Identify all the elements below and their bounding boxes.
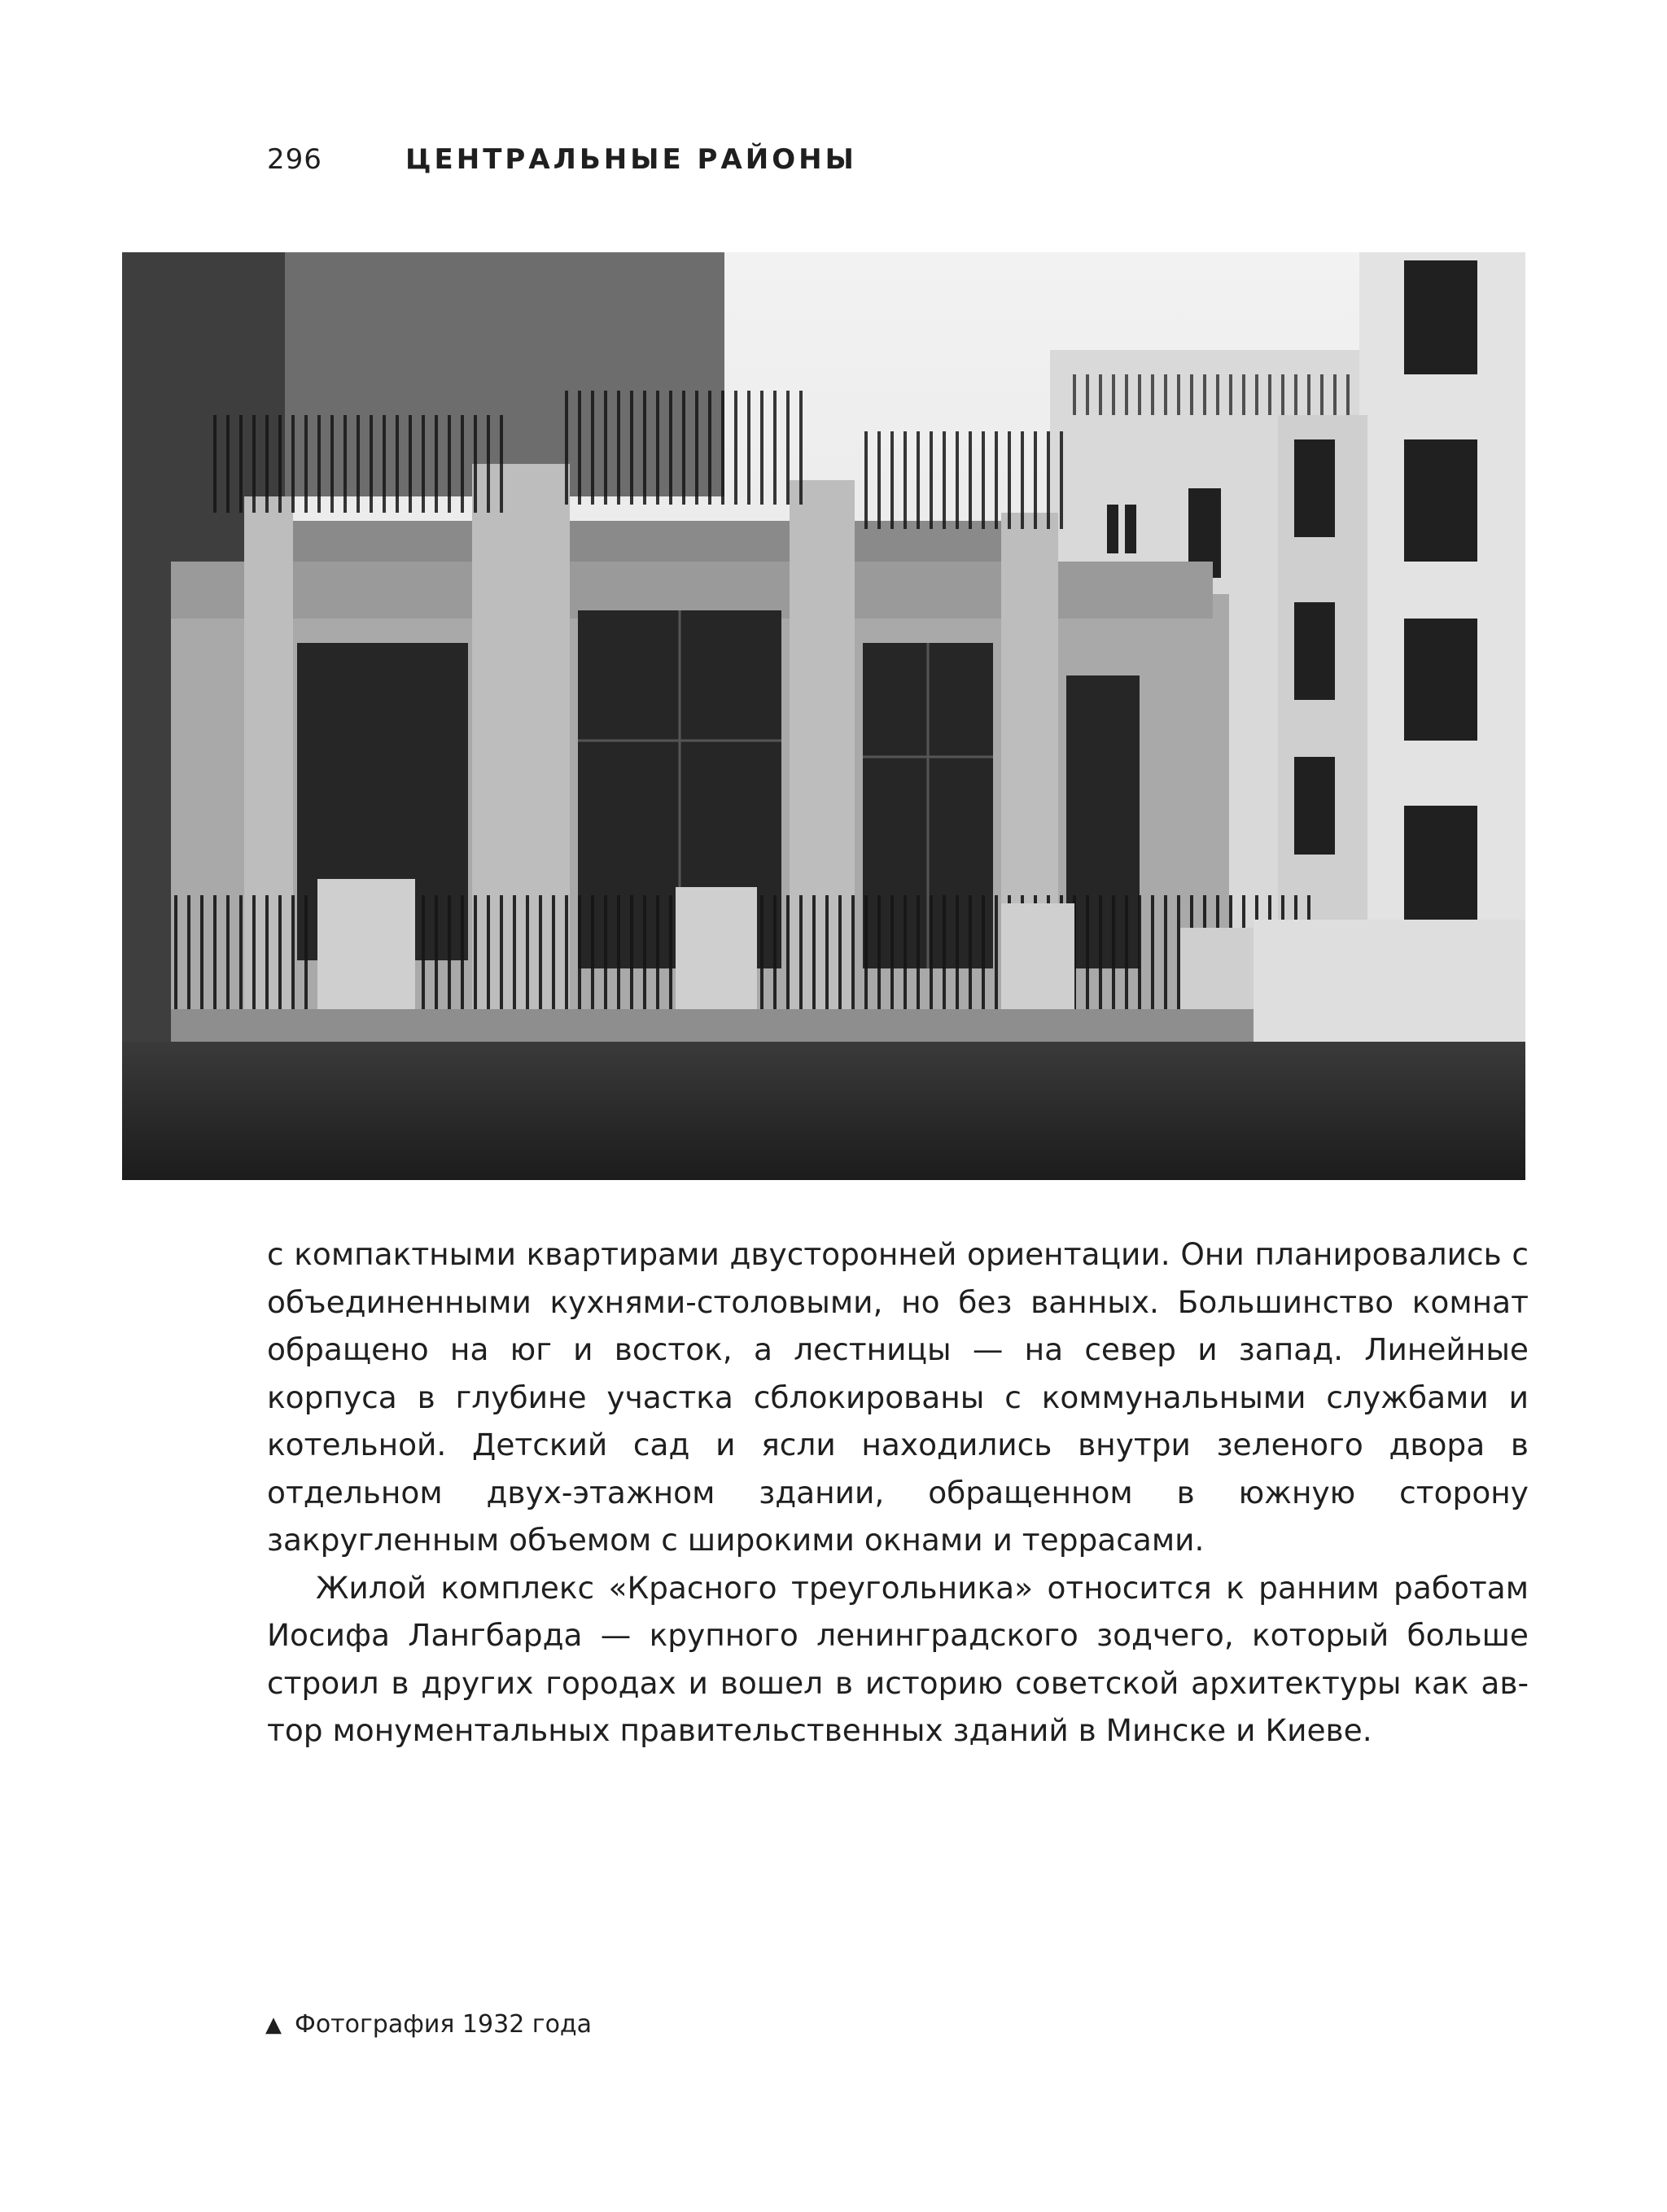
photo-caption bbox=[265, 2010, 592, 2039]
triangle-icon: ▲ bbox=[265, 2012, 282, 2037]
page-header bbox=[267, 143, 857, 176]
page-number: 296 bbox=[267, 143, 322, 176]
paragraph-1: с компактными квартирами двусторонней ориентации. Они планировались с объединенными кухнями-столовыми, но без ванных. Большинство комнат обращено на юг и восток, а лестницы — на север и запад. Линейные корпуса в глубине участка сблокированы с коммунальными службами и котельной. Детский сад и ясли находились внутри зеленого двора в отдельном двух-этажном здании, обращенном в южную сторону закругленным объемом с широкими окнами и террасами. bbox=[267, 1236, 1529, 1558]
archival-photo bbox=[122, 252, 1525, 1180]
main-text bbox=[267, 1231, 1529, 1755]
caption-text: Фотография 1932 года bbox=[295, 2010, 593, 2039]
building-photo-illustration bbox=[122, 252, 1525, 1180]
running-title: ЦЕНТРАЛЬНЫЕ РАЙОНЫ bbox=[405, 143, 857, 176]
paragraph-2: Жилой комплекс «Красного треугольника» относится к ранним работам Иосифа Лангбарда — крупного ленинградского зодчего, который больше строил в других городах и вошел в историю советской архитектуры как ав-тор монументальных правительственных зданий в Минске и Киеве. bbox=[267, 1569, 1529, 1748]
